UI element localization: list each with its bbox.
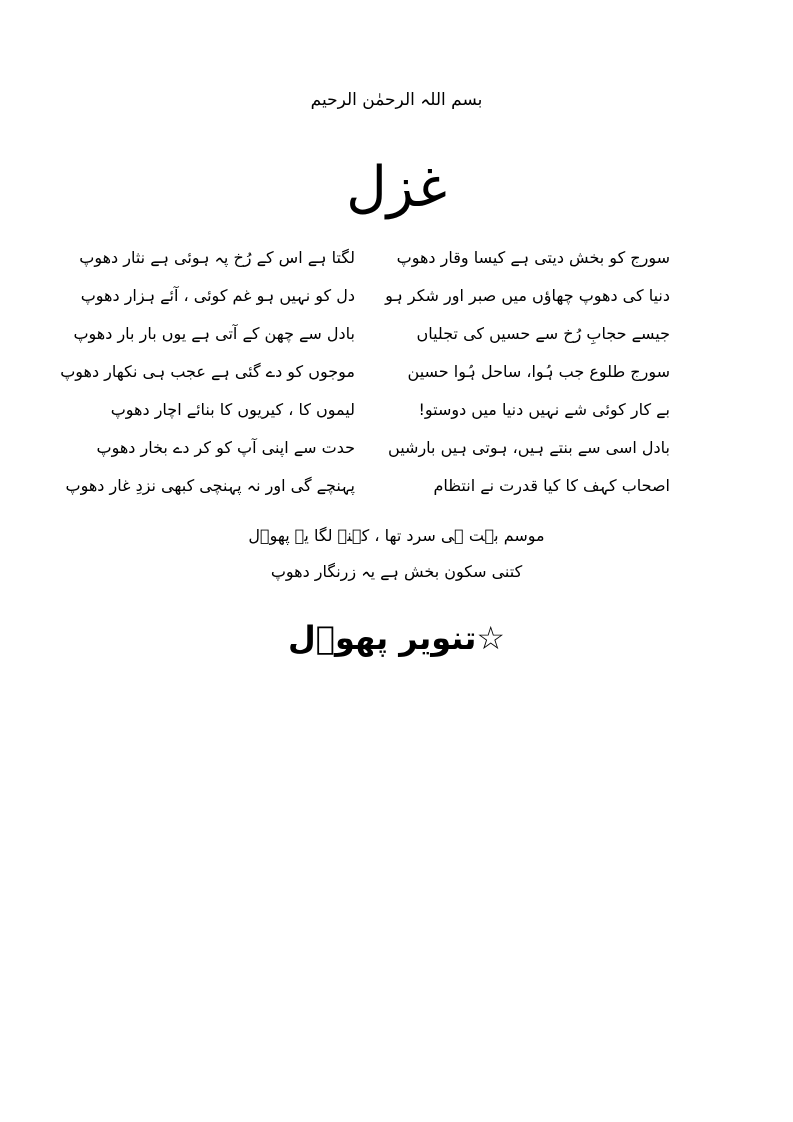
couplet-first-line: اصحاب کہف کا کیا قدرت نے انتظام [433, 476, 670, 495]
couplet [96, 434, 670, 472]
couplet-first-line: دنیا کی دھوپ چھاؤں میں صبر اور شکر ہو [385, 286, 670, 305]
couplet-second-line: حدت سے اپنی آپ کو کر دے بخار دھوپ [96, 438, 355, 457]
couplet [60, 358, 670, 396]
couplet-second-line: لیموں کا ، کیریوں کا بنائے اچار دھوپ [110, 400, 355, 419]
couplet-first-line: سورج طلوع جب ہُوا، ساحل ہُوا حسین [407, 362, 670, 381]
final-couplet-first-line: موسم بہت ہی سرد تھا ، کہنے لگا یہ پھوؔل [248, 526, 545, 545]
couplet [73, 320, 670, 358]
couplet-second-line: پہنچے گی اور نہ پہنچی کبھی نزدِ غار دھوپ [65, 476, 355, 495]
couplet-second-line: موجوں کو دے گئی ہے عجب ہی نکھار دھوپ [60, 362, 355, 381]
couplet [100, 396, 670, 434]
couplet [79, 244, 670, 282]
couplet-first-line: بادل اسی سے بنتے ہیں، ہوتی ہیں بارشیں [388, 438, 670, 457]
poem-title: غزل [346, 155, 447, 220]
couplet-first-line: سورج کو بخش دیتی ہے کیسا وقار دھوپ [396, 248, 670, 267]
couplet-second-line: بادل سے چھن کے آتی ہے یوں بار بار دھوپ [73, 324, 355, 343]
final-couplet-second-line: کتنی سکون بخش ہے یہ زرنگار دھوپ [270, 562, 523, 581]
couplet-first-line: جیسے حجابِ رُخ سے حسیں کی تجلیاں [416, 324, 670, 343]
final-couplet [0, 518, 793, 590]
poet-signature: ☆تنویر پھوؔل [287, 619, 506, 657]
bismillah-heading: بسم اللہ الرحمٰن الرحیم [310, 90, 483, 110]
couplet-second-line: لگتا ہے اس کے رُخ پہ ہوئی ہے نثار دھوپ [79, 248, 355, 267]
couplet [65, 472, 670, 510]
couplet [80, 282, 670, 320]
couplet-first-line: بے کار کوئی شے نہیں دنیا میں دوستو! [418, 400, 670, 419]
couplet-second-line: دل کو نہیں ہو غم کوئی ، آئے ہزار دھوپ [80, 286, 355, 305]
couplets-list [60, 244, 670, 510]
